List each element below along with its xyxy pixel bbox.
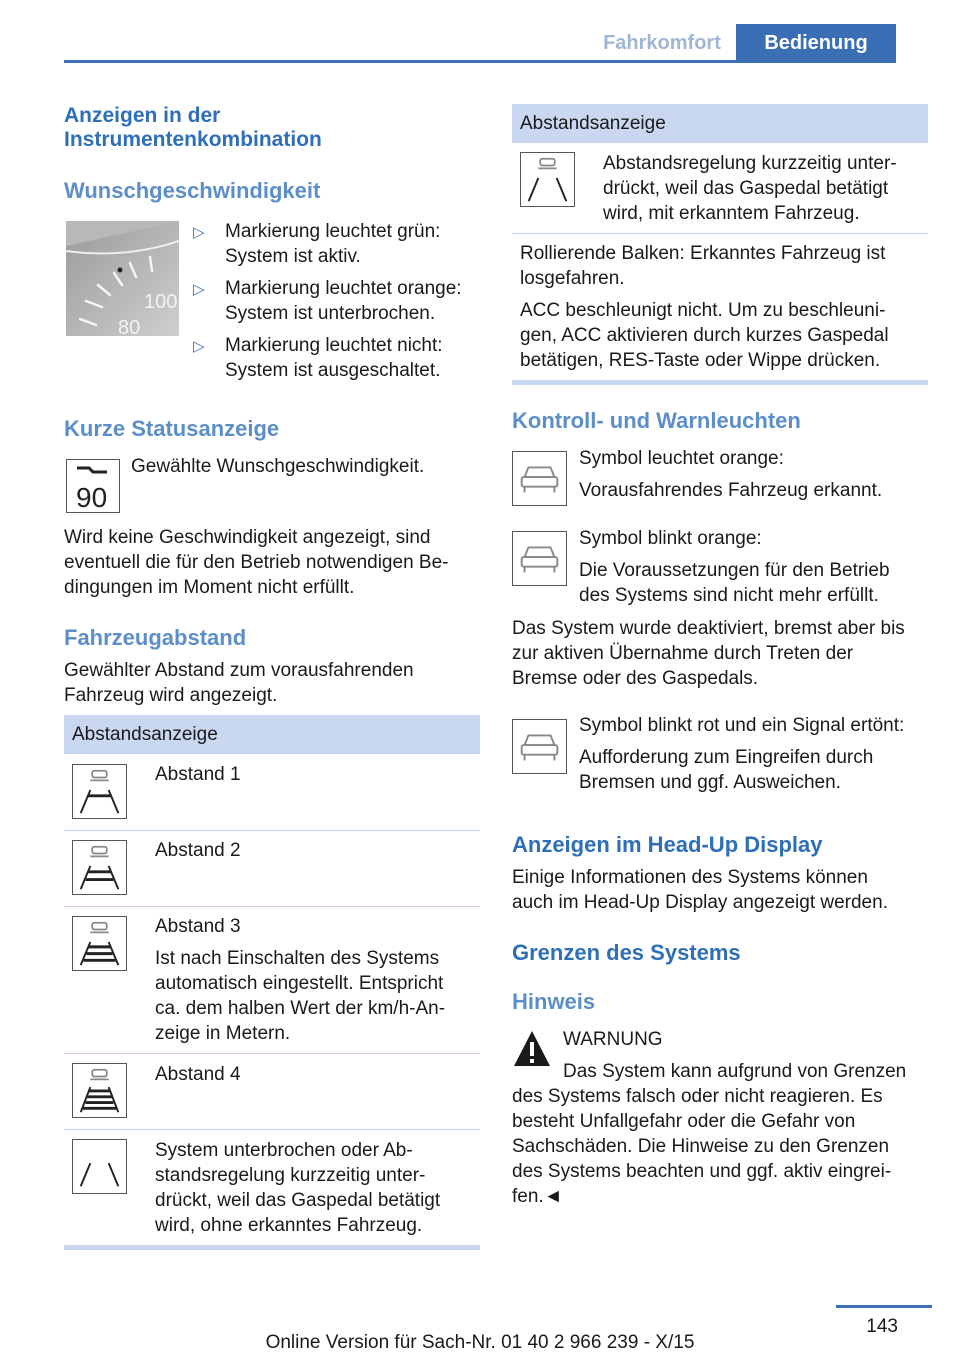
row-text-system-unterbrochen xyxy=(155,1138,440,1238)
text-line: Symbol leuchtet orange: xyxy=(579,448,784,469)
text-line: besteht Unfallgefahr oder die Gefahr von xyxy=(512,1111,856,1132)
distance-4-icon xyxy=(72,1063,127,1118)
heading-head-up-display: Anzeigen im Head-Up Display xyxy=(512,832,823,857)
text-line: des Systems falsch oder nicht reagieren. Es xyxy=(512,1086,883,1107)
table-header-abstandsanzeige: Abstandsanzeige xyxy=(64,715,480,754)
speedometer-image xyxy=(66,221,179,336)
bullet-item xyxy=(225,276,462,326)
paragraph-hud xyxy=(512,865,888,915)
row-divider xyxy=(64,1129,480,1130)
car-indicator-icon xyxy=(512,719,567,774)
heading-kurze-statusanzeige: Kurze Statusanzeige xyxy=(64,416,280,441)
distance-2-icon xyxy=(72,840,127,895)
bullet-line: Markierung leuchtet orange: xyxy=(225,278,462,299)
text-line: eventuell die für den Betrieb notwendigen Be‐ xyxy=(64,552,449,573)
kontroll-text-3 xyxy=(579,713,904,795)
row-text-rollierende-balken xyxy=(520,241,885,291)
text-line: System unterbrochen oder Ab‐ xyxy=(155,1140,413,1161)
system-interrupted-icon xyxy=(72,1139,127,1194)
bullet-icon: ▷ xyxy=(193,281,205,298)
text-line: standsregelung kurzzeitig unter‐ xyxy=(155,1165,426,1186)
row-divider xyxy=(64,1053,480,1054)
text-line: gen, ACC aktivieren durch kurzes Gaspedal xyxy=(520,325,889,346)
text-line: Fahrzeug wird angezeigt. xyxy=(64,685,278,706)
bullet-line: Markierung leuchtet grün: xyxy=(225,221,441,242)
row-divider xyxy=(64,906,480,907)
text-line: ca. dem halben Wert der km/h-An‐ xyxy=(155,998,446,1019)
text-line: losgefahren. xyxy=(520,268,625,289)
text-line: Die Voraussetzungen für den Betrieb xyxy=(579,560,890,581)
text-line: fen.◄ xyxy=(512,1186,563,1207)
text-line: drückt, weil das Gaspedal betätigt xyxy=(155,1190,441,1211)
heading-hinweis: Hinweis xyxy=(512,989,596,1014)
text-line: zur aktiven Übernahme durch Treten der xyxy=(512,643,854,664)
heading-line-2: Instrumentenkombination xyxy=(64,128,322,151)
speed-status-icon xyxy=(66,459,120,513)
bullet-icon: ▷ xyxy=(193,338,205,355)
text-line: ACC beschleunigt nicht. Um zu beschleuni‐ xyxy=(520,300,886,321)
kontroll-text-2 xyxy=(579,526,890,608)
footer-text: Online Version für Sach-Nr. 01 40 2 966 239 - X/15 xyxy=(265,1332,695,1353)
vehicle-detected-interrupted-icon xyxy=(520,152,575,207)
header-section-bedienung: Bedienung xyxy=(736,24,896,62)
text-line: wird, ohne erkanntes Fahrzeug. xyxy=(155,1215,423,1236)
row-text: Abstand 4 xyxy=(155,1064,241,1085)
status-icon-number: 90 xyxy=(76,482,108,511)
warning-title: WARNUNG xyxy=(563,1029,663,1050)
text-line: dingungen im Moment nicht erfüllt. xyxy=(64,577,355,598)
kontroll-text-1 xyxy=(579,446,882,503)
paragraph-keine-geschwindigkeit xyxy=(64,525,448,600)
distance-1-icon xyxy=(72,764,127,819)
text-line: auch im Head-Up Display angezeigt werden. xyxy=(512,892,888,913)
bullet-icon: ▷ xyxy=(193,224,205,241)
table-header-abstandsanzeige-right: Abstandsanzeige xyxy=(512,104,928,143)
text-line: Das System wurde deaktiviert, bremst aber bis xyxy=(512,618,905,639)
bullet-item xyxy=(225,333,443,383)
heading-line-1: Anzeigen in der xyxy=(64,104,221,127)
table-end-bar xyxy=(512,380,928,385)
text-line: Das System kann aufgrund von Grenzen xyxy=(563,1061,907,1082)
text-line: Wird keine Geschwindigkeit angezeigt, sind xyxy=(64,527,431,548)
text-line: Gewählter Abstand zum vorausfahrenden xyxy=(64,660,414,681)
bullet-line: System ist unterbrochen. xyxy=(225,303,436,324)
row-text-acc xyxy=(520,298,889,373)
row-divider xyxy=(512,233,928,234)
text-line: Symbol blinkt rot und ein Signal ertönt: xyxy=(579,715,905,736)
text-line: Sachschäden. Die Hinweise zu den Grenzen xyxy=(512,1136,890,1157)
page-number: 143 xyxy=(866,1316,898,1337)
text-line: Symbol blinkt orange: xyxy=(579,528,762,549)
row-divider xyxy=(64,830,480,831)
row-text: Abstand 2 xyxy=(155,840,241,861)
paragraph-deaktiviert xyxy=(512,616,905,691)
car-indicator-icon xyxy=(512,531,567,586)
text-line: Aufforderung zum Eingreifen durch xyxy=(579,747,874,768)
row-extra-text xyxy=(155,946,445,1046)
text-line: drückt, weil das Gaspedal betätigt xyxy=(603,178,889,199)
status-text: Gewählte Wunschgeschwindigkeit. xyxy=(131,456,425,477)
header-section-fahrkomfort: Fahrkomfort xyxy=(603,31,721,54)
heading-wunschgeschwindigkeit: Wunschgeschwindigkeit xyxy=(64,178,321,203)
text-line: Einige Informationen des Systems können xyxy=(512,867,868,888)
text-line: Bremse oder des Gaspedals. xyxy=(512,668,759,689)
heading-grenzen: Grenzen des Systems xyxy=(512,940,741,965)
gauge-label-100: 100 xyxy=(144,291,178,313)
table-end-bar xyxy=(64,1245,480,1250)
car-indicator-icon xyxy=(512,451,567,506)
text-line: des Systems sind nicht mehr erfüllt. xyxy=(579,585,879,606)
text-line: wird, mit erkanntem Fahrzeug. xyxy=(603,203,860,224)
warning-text xyxy=(512,1059,932,1209)
text-line: Vorausfahrendes Fahrzeug erkannt. xyxy=(579,480,883,501)
paragraph-abstand xyxy=(64,658,414,708)
text-line: Bremsen und ggf. Ausweichen. xyxy=(579,772,841,793)
header-rule xyxy=(64,60,896,63)
text-line: betätigen, RES-Taste oder Wippe drücken. xyxy=(520,350,881,371)
row-text: Abstand 3 xyxy=(155,916,241,937)
row-text-mit-fahrzeug xyxy=(603,151,897,226)
heading-kontroll-warnleuchten: Kontroll- und Warnleuchten xyxy=(512,408,801,433)
bullet-line: Markierung leuchtet nicht: xyxy=(225,335,443,356)
text-line: Ist nach Einschalten des Systems xyxy=(155,948,440,969)
text-line: Abstandsregelung kurzzeitig unter‐ xyxy=(603,153,897,174)
heading-fahrzeugabstand: Fahrzeugabstand xyxy=(64,625,247,650)
distance-3-icon xyxy=(72,916,127,971)
bullet-line: System ist aktiv. xyxy=(225,246,361,267)
text-line: zeige in Metern. xyxy=(155,1023,291,1044)
text-line: Rollierende Balken: Erkanntes Fahrzeug ist xyxy=(520,243,886,264)
heading-anzeigen-instrumentenkombination xyxy=(64,104,322,152)
footer-rule xyxy=(836,1305,932,1308)
gauge-label-80: 80 xyxy=(118,317,141,336)
row-text: Abstand 1 xyxy=(155,764,241,785)
text-line: automatisch eingestellt. Entspricht xyxy=(155,973,444,994)
bullet-line: System ist ausgeschaltet. xyxy=(225,360,441,381)
bullet-item xyxy=(225,219,440,269)
text-line: des Systems beachten und ggf. aktiv eingrei‐ xyxy=(512,1161,892,1182)
